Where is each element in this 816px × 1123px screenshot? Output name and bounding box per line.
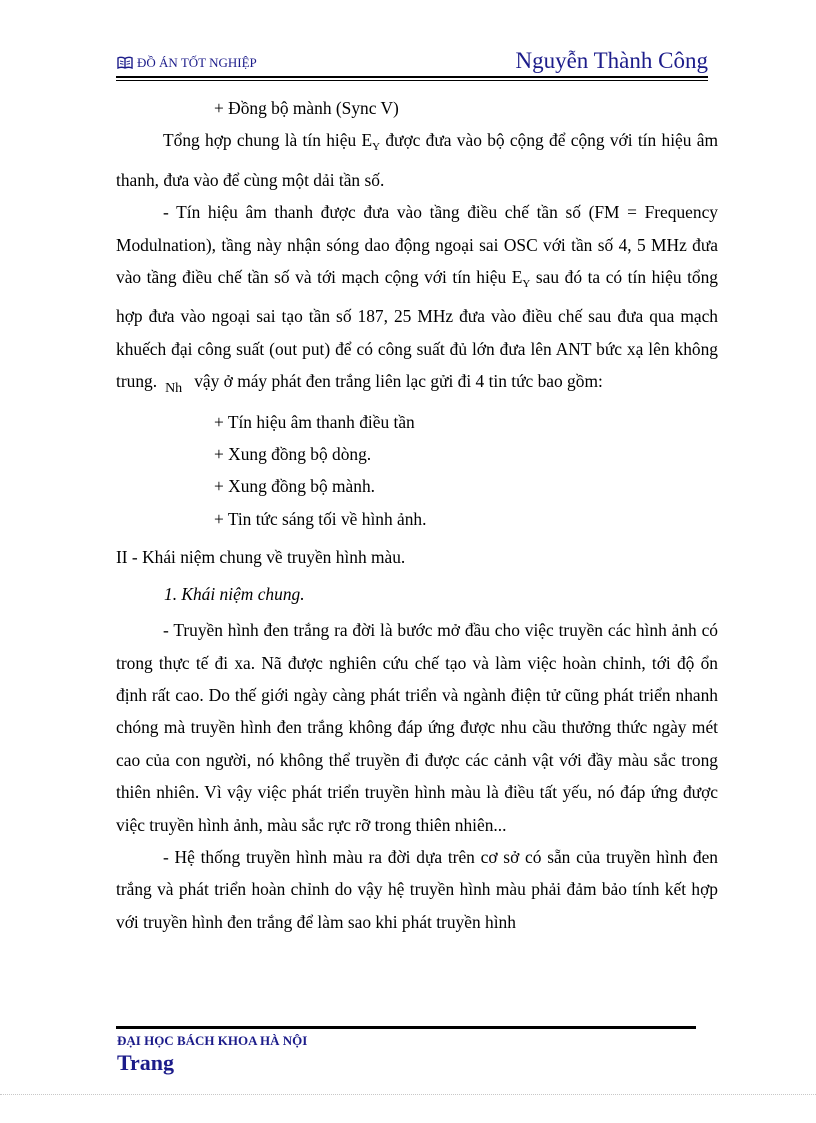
list-item: + Tin tức sáng tối về hình ảnh. <box>214 508 427 529</box>
paragraph: - Truyền hình đen trắng ra đời là bước mở đầu cho việc truyền các hình ảnh có trong thực tế đi xa. Nã được nghiên cứu chế tạo và làm việc hoàn chỉnh, tới độ ổn định rất cao. Do thế giới ngày càng phát triển và ngành điện tử cũng phát triển nhanh chóng mà truyền hình đen trắng không đáp ứng được nhu cầu thưởng thức ngày mét cao của con người, nó không thể truyền đi được các cảnh vật với đầy màu sắc trong thiên nhiên. Vì vậy việc phát triển truyền hình màu là điều tất yếu, nó đáp ứng được việc truyền hình ảnh, màu sắc rực rỡ trong thiên nhiên... <box>116 620 718 835</box>
section-heading: II - Khái niệm chung về truyền hình màu. <box>116 547 406 568</box>
header-rule-thin <box>116 80 708 81</box>
subsection-heading: 1. Khái niệm chung. <box>164 583 305 604</box>
list-item: + Xung đồng bộ dòng. <box>214 444 372 465</box>
page-edge-dotted-line <box>0 1094 816 1095</box>
header-title: ĐỒ ÁN TỐT NGHIỆP <box>137 55 257 70</box>
header-left <box>117 55 257 71</box>
open-book-icon <box>117 56 133 69</box>
list-item: + Xung đồng bộ mành. <box>214 476 375 497</box>
header-rule <box>116 76 708 78</box>
document-body <box>116 92 718 938</box>
list-item: + Tín hiệu âm thanh điều tần <box>214 411 415 432</box>
footer-school: ĐẠI HỌC BÁCH KHOA HÀ NỘI <box>117 1033 308 1048</box>
header-author: Nguyễn Thành Công <box>515 48 708 73</box>
footer-page-label: Trang <box>117 1050 175 1075</box>
list-item: + Đồng bộ mành (Sync V) <box>214 98 399 118</box>
footer-rule <box>116 1026 696 1029</box>
paragraph: - Tín hiệu âm thanh được đưa vào tầng điều chế tần số (FM = Frequency Modulnation), tầng này nhận sóng dao động ngoại sai OSC với tần số 4, 5 MHz đưa vào tầng điều chế tần số và tới mạch cộng với tín hiệu $E_Y$ sau đó ta có tín hiệu tổng hợp đưa vào ngoại sai tạo tần số 187, 25 MHz đưa vào điều chế sau đưa qua mạch khuếch đại công suất (out put) để có công suất đủ lớn đưa lên ANT bức xạ lên không trung. $_{Nh}$ vậy ở máy phát đen trắng liên lạc gửi đi 4 tin tức bao gồm: <box>116 202 718 397</box>
paragraph: - Hệ thống truyền hình màu ra đời dựa trên cơ sở có sẵn của truyền hình đen trắng và phát triển hoàn chỉnh do vậy hệ truyền hình màu phải đảm bảo tính kết hợp với truyền hình đen trắng để làm sao khi phát truyền hình <box>116 846 718 932</box>
paragraph: Tổng hợp chung là tín hiệu $E_Y$ được đưa vào bộ cộng để cộng với tín hiệu âm thanh, đưa vào để cùng một dải tần số. <box>116 130 718 190</box>
